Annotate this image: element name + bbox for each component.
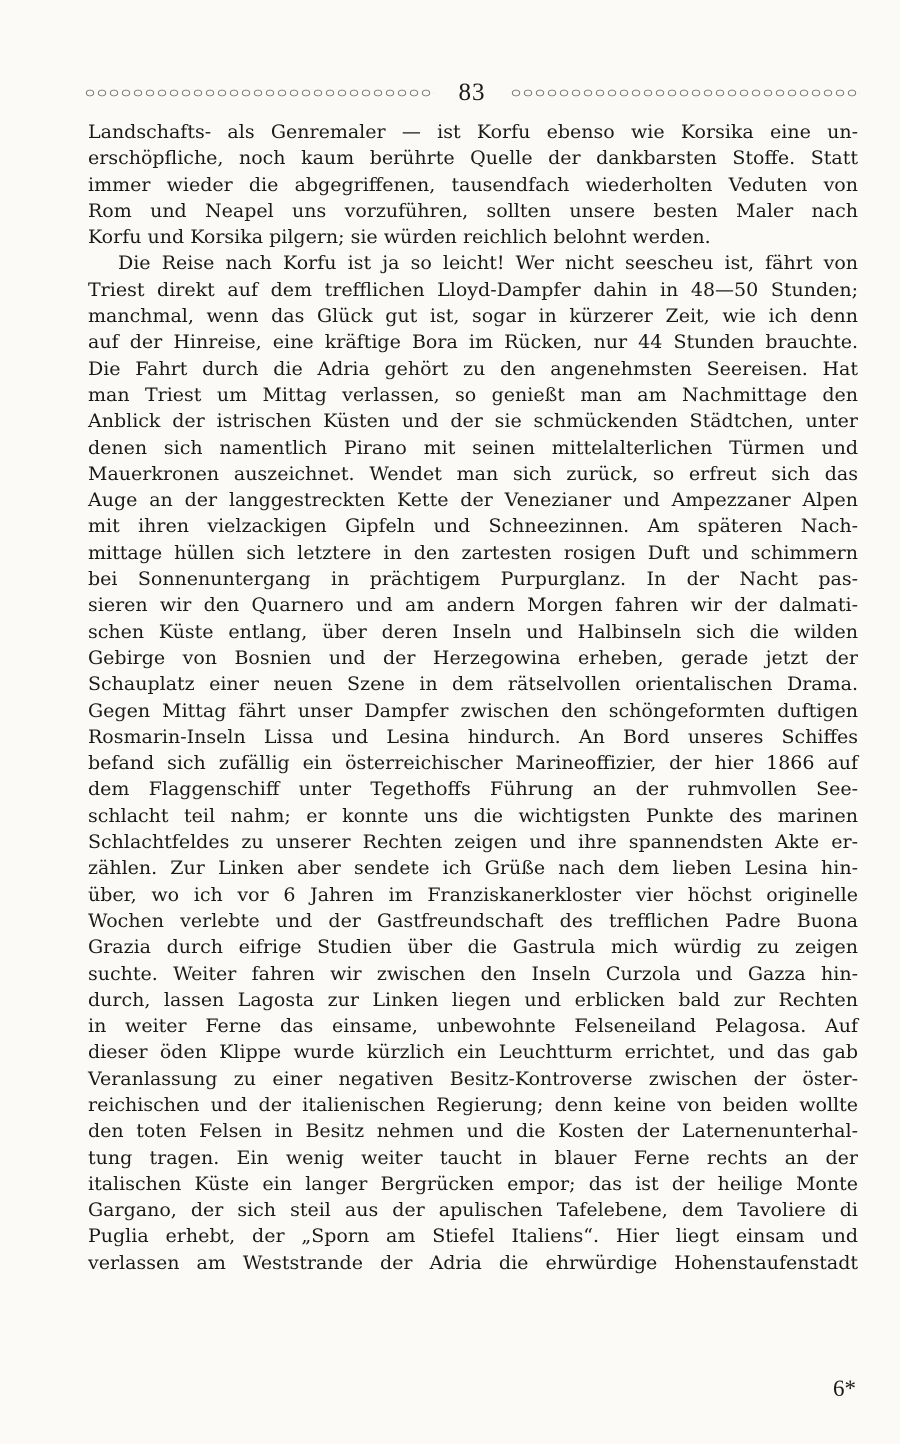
text-line: Schauplatz einer neuen Szene in dem rätselvollen orientalischen Drama.: [88, 673, 858, 696]
text-line: befand sich zufällig ein österreichischer Marineoffizier, der hier 1866 auf: [88, 752, 858, 775]
text-line: Triest direkt auf dem trefflichen Lloyd-Dampfer dahin in 48—50 Stunden;: [88, 278, 858, 301]
page-number: 83: [458, 79, 486, 106]
text-line: Mauerkronen auszeichnet. Wendet man sich zurück, so erfreut sich das: [88, 462, 858, 485]
text-line: dem Flaggenschiff unter Tegethoffs Führung an der ruhmvollen See-: [88, 778, 858, 801]
text-line: schlacht teil nahm; er konnte uns die wichtigsten Punkte des marinen: [88, 804, 858, 827]
text-line: Puglia erhebt, der „Sporn am Stiefel Italiens“. Hier liegt einsam und: [88, 1225, 858, 1248]
text-line: Grazia durch eifrige Studien über die Gastrula mich würdig zu zeigen: [88, 936, 858, 959]
text-line: in weiter Ferne das einsame, unbewohnte Felseneiland Pelagosa. Auf: [88, 1015, 858, 1038]
text-line: mittage hüllen sich letztere in den zartesten rosigen Duft und schimmern: [88, 541, 858, 564]
text-line: Rom und Neapel uns vorzuführen, sollten unsere besten Maler nach: [88, 199, 858, 222]
ornament-right: [510, 86, 860, 100]
text-line: immer wieder die abgegriffenen, tausendfach wiederholten Veduten von: [88, 173, 858, 196]
text-line: Auge an der langgestreckten Kette der Venezianer und Ampezzaner Alpen: [88, 489, 858, 512]
text-line: suchte. Weiter fahren wir zwischen den Inseln Curzola und Gazza hin-: [88, 962, 858, 985]
text-line: Gegen Mittag fährt unser Dampfer zwischen den schöngeformten duftigen: [88, 699, 858, 722]
text-line: Schlachtfeldes zu unserer Rechten zeigen und ihre spannendsten Akte er-: [88, 831, 858, 854]
text-line: auf der Hinreise, eine kräftige Bora im Rücken, nur 44 Stunden brauchte.: [88, 331, 858, 354]
text-line: Gargano, der sich steil aus der apulischen Tafelebene, dem Tavoliere di: [88, 1199, 858, 1222]
text-line: zählen. Zur Linken aber sendete ich Grüße nach dem lieben Lesina hin-: [88, 857, 858, 880]
text-line: über, wo ich vor 6 Jahren im Franziskanerkloster vier höchst originelle: [88, 883, 858, 906]
text-line: manchmal, wenn das Glück gut ist, sogar in kürzerer Zeit, wie ich denn: [88, 305, 858, 328]
text-line: italischen Küste ein langer Bergrücken empor; das ist der heilige Monte: [88, 1172, 858, 1195]
text-line: sieren wir den Quarnero und am andern Morgen fahren wir der dalmati-: [88, 594, 858, 617]
text-line: Die Reise nach Korfu ist ja so leicht! Wer nicht seescheu ist, fährt von: [118, 252, 858, 275]
text-line: dieser öden Klippe wurde kürzlich ein Leuchtturm errichtet, und das gab: [88, 1041, 858, 1064]
text-line: Wochen verlebte und der Gastfreundschaft des trefflichen Padre Buona: [88, 909, 858, 932]
text-line: Landschafts- als Genremaler — ist Korfu ebenso wie Korsika eine un-: [88, 121, 858, 143]
text-line: durch, lassen Lagosta zur Linken liegen und erblicken bald zur Rechten: [88, 988, 858, 1011]
text-line: bei Sonnenuntergang in prächtigem Purpurglanz. In der Nacht pas-: [88, 568, 858, 591]
text-line: reichischen und der italienischen Regierung; denn keine von beiden wollte: [88, 1093, 858, 1116]
text-line: Gebirge von Bosnien und der Herzegowina erheben, gerade jetzt der: [88, 646, 858, 669]
text-line: Korfu und Korsika pilgern; sie würden reichlich belohnt werden.: [88, 226, 711, 249]
text-line: tung tragen. Ein wenig weiter taucht in blauer Ferne rechts an der: [88, 1146, 858, 1169]
text-line: schen Küste entlang, über deren Inseln und Halbinseln sich die wilden: [88, 620, 858, 643]
text-line: erschöpfliche, noch kaum berührte Quelle der dankbarsten Stoffe. Statt: [88, 147, 858, 170]
text-line: denen sich namentlich Pirano mit seinen mittelalterlichen Türmen und: [88, 436, 858, 459]
ornament-left: [84, 86, 434, 100]
text-line: man Triest um Mittag verlassen, so genießt man am Nachmittage den: [88, 383, 858, 406]
text-line: Rosmarin-Inseln Lissa und Lesina hindurch. An Bord unseres Schiffes: [88, 725, 858, 748]
text-line: verlassen am Weststrande der Adria die ehrwürdige Hohenstaufenstadt: [88, 1251, 858, 1274]
signature-mark: 6*: [833, 1376, 856, 1401]
text-line: Anblick der istrischen Küsten und der sie schmückenden Städtchen, unter: [88, 410, 858, 433]
text-line: mit ihren vielzackigen Gipfeln und Schneezinnen. Am späteren Nach-: [88, 515, 858, 538]
running-header: [84, 78, 860, 108]
text-line: Die Fahrt durch die Adria gehört zu den angenehmsten Seereisen. Hat: [88, 357, 858, 380]
body-text: [88, 119, 858, 1276]
text-line: Veranlassung zu einer negativen Besitz-Kontroverse zwischen der öster-: [88, 1067, 858, 1090]
text-line: den toten Felsen in Besitz nehmen und die Kosten der Laternenunterhal-: [88, 1120, 858, 1143]
